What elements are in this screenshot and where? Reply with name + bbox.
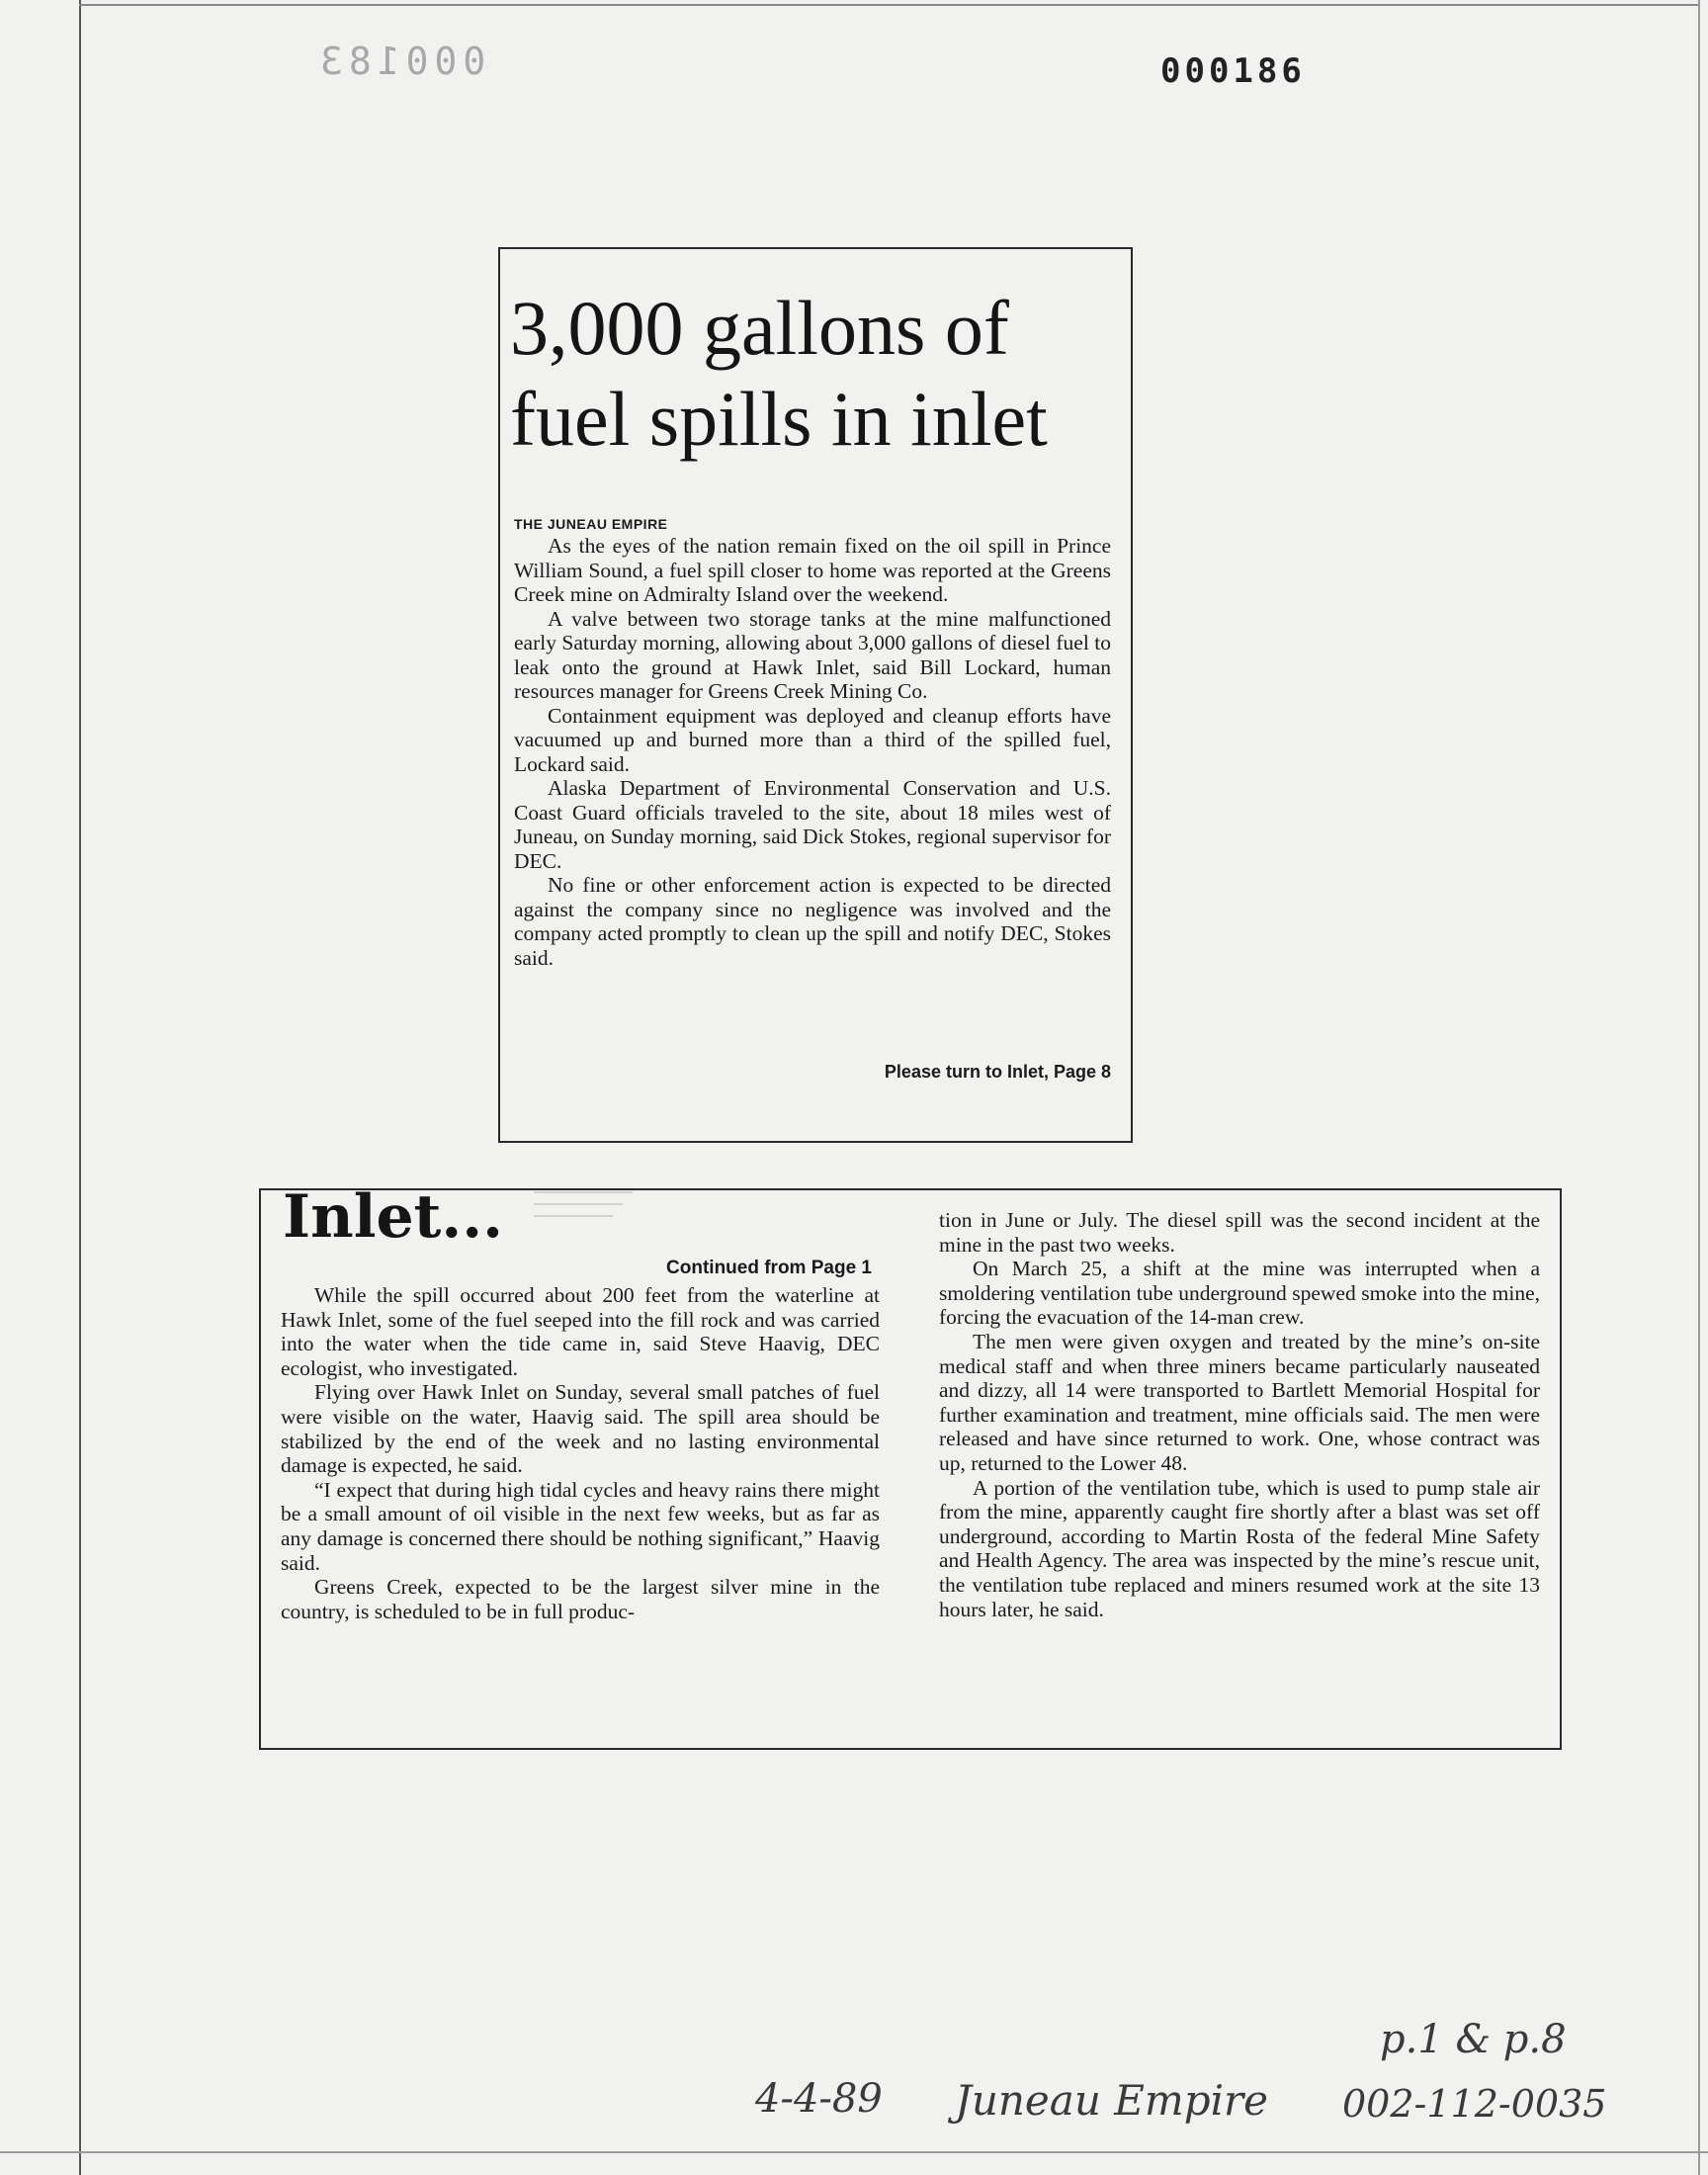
continuation-title: Inlet... (283, 1182, 504, 1252)
page-edge-right (1698, 0, 1700, 2175)
continuation-paragraph: On March 25, a shift at the mine was interrupted when a smoldering ventilation tube underground spewed smoke into the mine, forcing the evacuation of the 14-man crew. (939, 1257, 1540, 1330)
handwritten-newspaper-name: Juneau Empire (955, 2076, 1268, 2125)
continuation-paragraph: Greens Creek, expected to be the largest silver mine in the country, is scheduled to be in full produc- (281, 1575, 880, 1623)
article-headline: 3,000 gallons of fuel spills in inlet (510, 285, 1048, 462)
continuation-paragraph: “I expect that during high tidal cycles and heavy rains there might be a small amount of oil visible in the next few weeks, but as far as any damage is concerned there should be nothing significant,” Haavig said. (281, 1477, 880, 1575)
article-paragraph: A valve between two storage tanks at the mine malfunctioned early Saturday morning, allowing about 3,000 gallons of diesel fuel to leak onto the ground at Hawk Inlet, said Bill Lockard, human resources manager for Greens Creek Mining Co. (514, 606, 1111, 703)
continuation-column-left (281, 1283, 880, 1623)
article-source: THE JUNEAU EMPIRE (514, 516, 668, 532)
continuation-column-right (939, 1208, 1540, 1621)
handwritten-page-note: p.1 & p.8 (1380, 2017, 1567, 2062)
article-paragraph: No fine or other enforcement action is expected to be directed against the company since no negligence was involved and the company acted promptly to clean up the spill and notify DEC, Stokes said. (514, 873, 1111, 970)
continuation-paragraph: A portion of the ventilation tube, which is used to pump stale air from the mine, apparently caught fire shortly after a blast was set off underground, according to Martin Rosta of the federal Mine Safety and Health Agency. The area was inspected by the mine’s rescue unit, the ventilation tube replaced and miners resumed work at the site 13 hours later, he said. (939, 1475, 1540, 1621)
article-body (514, 534, 1111, 970)
continuation-paragraph: The men were given oxygen and treated by the mine’s on-site medical staff and when three miners became particularly nauseated and dizzy, all 14 were transported to Bartlett Memorial Hospital for further examination and treatment, mine officials said. The men were released and have since returned to work. One, whose contract was up, returned to the Lower 48. (939, 1329, 1540, 1475)
document-stamp-number: 000186 (1160, 51, 1306, 91)
handwritten-file-code: 002-112-0035 (1342, 2082, 1607, 2126)
continued-from-line: Continued from Page 1 (666, 1258, 872, 1278)
page-edge-bottom (0, 2151, 1708, 2153)
continuation-paragraph: Flying over Hawk Inlet on Sunday, several small patches of fuel were visible on the water, Haavig said. The spill area should be stabilized by the end of the week and no lasting environmental damage is expected, he said. (281, 1380, 880, 1478)
handwritten-date: 4-4-89 (755, 2076, 883, 2122)
continuation-paragraph: While the spill occurred about 200 feet from the waterline at Hawk Inlet, some of the fuel seeped into the fill rock and was carried into the water when the tide came in, said Steve Haavig, DEC ecologist, who investigated. (281, 1283, 880, 1380)
article-paragraph: As the eyes of the nation remain fixed on the oil spill in Prince William Sound, a fuel spill closer to home was reported at the Greens Creek mine on Admiralty Island over the weekend. (514, 534, 1111, 606)
continuation-paragraph: tion in June or July. The diesel spill was the second incident at the mine in the past two weeks. (939, 1208, 1540, 1257)
jump-line: Please turn to Inlet, Page 8 (884, 1062, 1111, 1082)
page-edge-top (79, 4, 1700, 6)
faded-stamp-number: 000183 (314, 40, 486, 83)
page-edge-left (79, 0, 81, 2175)
article-paragraph: Alaska Department of Environmental Conservation and U.S. Coast Guard officials traveled to the site, about 18 miles west of Juneau, on Sunday morning, said Dick Stokes, regional supervisor for DEC. (514, 776, 1111, 873)
article-paragraph: Containment equipment was deployed and cleanup efforts have vacuumed up and burned more than a third of the spilled fuel, Lockard said. (514, 703, 1111, 776)
bleed-through-marks (534, 1184, 633, 1224)
